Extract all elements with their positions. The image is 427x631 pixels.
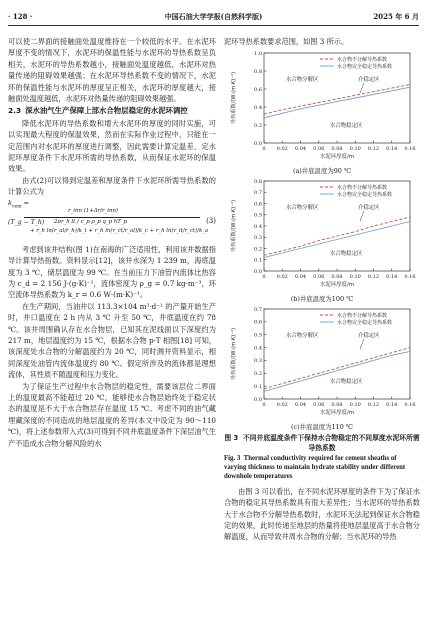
y-axis-label: 导热系数/(W·(m·K)⁻¹) (231, 200, 237, 253)
y-tick-label: 0.6 (254, 201, 262, 208)
x-tick-label: 0.06 (313, 274, 325, 281)
y-tick-label: 0.5 (254, 332, 262, 339)
paragraph: 考虑到该井结构(图 1)在南海的广泛适用性，利用该井数据指导计算导热指数。资料显示[12]，该井水深为 1 239 m，海底温度为 3 ℃，储层温度为 99 ℃。在当前压力下油管内流体比热容为 c_d = 2 156 J·(g·K)⁻¹，流体密度为 ρ_g = 0.7 kg·m⁻³，环空流体导热系数为 k_r = 0.6 W·(m·K)⁻¹。 (8, 244, 216, 300)
series-line-stable (264, 88, 410, 119)
x-axis-label: 水泥环厚度/m (319, 154, 355, 161)
region-label-stable: 水合物稳定区 (330, 123, 363, 130)
x-tick-label: 0 (262, 274, 266, 281)
equation-denominator-lhs: (T_g − T_h) (8, 218, 45, 226)
x-tick-label: 0.12 (367, 402, 380, 409)
paragraph: 降低水泥环的导热系数和增大水泥环的厚度的同时实施，可以实现最大程度的保温效果，然而在实际作业过程中，只能在一定范围内对水泥环的厚度进行调整，因此需要计算定温差、定水泥环厚度条件下水泥环所需的导热系数，从而保证水泥环的保温效果。 (8, 118, 216, 174)
x-tick-label: 0.04 (294, 274, 307, 281)
y-tick-label: 0.7 (254, 190, 262, 197)
x-tick-label: 0.06 (313, 402, 325, 409)
x-tick-label: 0.14 (386, 274, 398, 281)
y-tick-label: 1.0 (254, 51, 262, 58)
y-tick-label: 0.2 (254, 371, 262, 378)
x-tick-label: 0.16 (404, 274, 416, 281)
legend-label: 水合物不分解导热系数 (337, 313, 388, 320)
x-tick-label: 0 (262, 402, 266, 409)
series-line-stable (264, 352, 410, 392)
x-tick-label: 0.10 (349, 274, 361, 281)
y-tick-label: 0.2 (254, 246, 262, 253)
y-tick-label: 0.3 (254, 235, 262, 242)
paragraph: 在生产期间，当油井以 113.3×104 m³·d⁻¹ 的产量开始生产时，井口温度在 2 h 内从 3 ℃ 升至 50 ℃，井底温度在约 78 ℃。该井周围确认存在水合物层，已知其在泥线面以下深度约为 217 m，地层温度约为 15 ℃，根据水合物 p-T 相图[18] 可知，该深度处水合物的分解温度约为 20 ℃，同时测井资料显示，相同深度处油管内流体温度约 80 ℃。假定所涉及的流体都是理想流体，其性质不随温度和压力变化。 (8, 301, 216, 380)
fraction-bar (24, 217, 200, 218)
x-tick-label: 0.02 (276, 146, 288, 153)
x-tick-label: 0.04 (294, 146, 307, 153)
chart-c-plot (224, 303, 420, 423)
y-axis-label: 导热系数/(W·(m·K)⁻¹) (231, 72, 237, 125)
paragraph: 由图 3 可以看出，在不同水泥环厚度的条件下为了保证水合物的稳定其导热系数具有很大差异性；当水泥环的导热系数大于水合物不分解导热系数时，水泥环无法起到保证水合物稳定的效果，此时传递至地层的热量将使地层温度高于水合物分解温度，从而导致井周水合物的分解；当水泥环的导热 (224, 486, 420, 542)
x-axis-label: 水泥环厚度/m (319, 410, 355, 417)
journal-title: 中国石油大学学报(自然科学版) (164, 12, 263, 21)
chart-a-plot (224, 47, 420, 167)
chart-b-plot (224, 175, 420, 295)
y-tick-label: 0.7 (254, 307, 262, 314)
y-tick-label: 0.2 (254, 123, 262, 130)
series-line-unstable (264, 217, 410, 258)
figure-label-en: Fig. 3 (224, 454, 241, 462)
x-tick-label: 0.04 (294, 402, 307, 409)
section-title: 深水油气生产保障上部水合物层稳定的水泥环调控 (25, 106, 188, 116)
equation-3 (8, 200, 216, 242)
y-tick-label: 0.0 (254, 141, 262, 148)
y-tick-label: 0.5 (254, 212, 262, 219)
paragraph: 为了保证生产过程中水合物层的稳定性，需要该层位二界面上的温度最高不能超过 20 ℃，能够使水合物层始终处于稳定状态的温度是不大于水合物层存在温度 15 ℃。考虑不同的油气藏埋藏深度的不同造成的地层温度的差异(本文中设定为 90～110 ℃)，将上述参数带入式(3)可得到不同井底温度条件下深层油气生产不造成水合物分解风险的水 (8, 381, 216, 448)
equation-number: (3) (206, 216, 216, 225)
series-line-unstable (264, 85, 410, 115)
y-tick-label: 0.8 (254, 179, 262, 186)
x-tick-label: 0.08 (331, 274, 343, 281)
header-rule (8, 25, 419, 26)
x-tick-label: 0.10 (349, 402, 361, 409)
chart-c (224, 303, 420, 431)
figure-caption-en (224, 454, 420, 482)
region-label-decomposition: 水合物分解区 (286, 333, 319, 340)
legend-label: 水合物完全稳定导热系数 (337, 320, 393, 327)
figure-title: 不同井底温度条件下保持水合物稳定的不同厚度水泥环所需导热系数 (242, 434, 420, 452)
x-tick-label: 0.02 (276, 402, 288, 409)
legend-label: 水合物不分解导热系数 (337, 57, 388, 64)
x-tick-label: 0.08 (331, 402, 343, 409)
annotation-arrow (360, 83, 364, 93)
figure-title-en: Thermal conductivity required for cement sheaths of varying thickness to maintain hydrate stability under different downhole temperatures (224, 454, 406, 481)
region-label-stable: 水合物稳定区 (330, 379, 363, 386)
page-number: · 128 · (8, 12, 33, 21)
x-tick-label: 0.06 (313, 146, 325, 153)
y-tick-label: 0.6 (254, 320, 262, 327)
y-axis-label: 导热系数/(W·(m·K)⁻¹) (231, 328, 237, 381)
right-column (224, 36, 420, 543)
paragraph: 由式(2)可以得到定温差和厚度条件下水泥环所需导热系数的计算公式为 (8, 175, 216, 197)
x-tick-label: 0.12 (367, 274, 380, 281)
y-tick-label: 0.0 (254, 397, 262, 404)
section-heading (8, 105, 216, 116)
equation-lhs: $k_{cem}$ = (8, 198, 30, 209)
equation-denominator-a: 2πr_h lt / c_p ρ_p q_p hT_p (54, 218, 127, 225)
equation-denominator-b: + r_h ln(r_al/r_h)/k_t + r_h ln(r_ct/r_al)/k_c + r_h ln(r_it/r_ct)/k_a (30, 227, 209, 234)
x-tick-label: 0.02 (276, 274, 288, 281)
y-tick-label: 0.8 (254, 69, 262, 76)
region-label-metastable: 介稳定区 (358, 205, 380, 212)
region-label-stable: 水合物稳定区 (330, 251, 363, 258)
figure-label: 图 3 (224, 434, 239, 443)
x-tick-label: 0.14 (386, 146, 398, 153)
legend-label: 水合物完全稳定导热系数 (337, 64, 393, 71)
legend-label: 水合物完全稳定导热系数 (337, 192, 393, 199)
x-tick-label: 0.08 (331, 146, 343, 153)
region-label-decomposition: 水合物分解区 (286, 205, 319, 212)
x-tick-label: 0.10 (349, 146, 361, 153)
equation-numerator: r_inn (1+Δr/r_inn) (68, 207, 119, 214)
legend-label: 水合物不分解导热系数 (337, 185, 388, 192)
x-tick-label: 0.12 (367, 146, 380, 153)
x-tick-label: 0 (262, 146, 266, 153)
page-header (8, 10, 419, 24)
section-number: 2.3 (8, 106, 22, 116)
region-label-metastable: 介稳定区 (358, 77, 380, 84)
y-tick-label: 0.6 (254, 87, 262, 94)
x-tick-label: 0.14 (386, 402, 398, 409)
y-tick-label: 0.4 (254, 345, 262, 352)
issue-date: 2025 年 6 月 (373, 12, 419, 21)
figure-caption (224, 434, 420, 453)
paragraph: 泥环导热系数要求范围，如图 3 所示。 (224, 37, 349, 46)
region-label-metastable: 介稳定区 (358, 333, 380, 340)
chart-b-caption: (b)井底温度为100 ℃ (290, 295, 354, 304)
y-tick-label: 0.1 (254, 257, 262, 264)
annotation-arrow (360, 211, 364, 221)
x-tick-label: 0.16 (404, 402, 416, 409)
y-tick-label: 0.1 (254, 384, 262, 391)
y-tick-label: 0.0 (254, 269, 262, 276)
y-tick-label: 0.4 (254, 224, 262, 231)
paragraph: 可以使二界面的接触面处温度维持在一个较低的水平。在水泥环厚度不变的情况下，水泥环的保温性能与水泥环的导热系数呈负相关，水泥环的导热系数越小，接触面处温度越低，水泥环对热量传递的阻碍效果越强；在水泥环导热系数不变的情况下，水泥环的保温性能与水泥环的厚度呈正相关，水泥环的厚度越大，接触面处温度越低，水泥环对热量传递的阻碍效果越强。 (8, 37, 216, 104)
y-tick-label: 0.4 (254, 105, 262, 112)
x-tick-label: 0.16 (404, 146, 416, 153)
x-axis-label: 水泥环厚度/m (319, 282, 355, 289)
chart-a-caption: (a)井底温度为90 ℃ (292, 167, 352, 176)
chart-a (224, 47, 420, 175)
y-tick-label: 0.3 (254, 358, 262, 365)
annotation-arrow (360, 339, 364, 349)
chart-b (224, 175, 420, 303)
region-label-decomposition: 水合物分解区 (286, 77, 319, 84)
chart-c-caption: (c)井底温度为110 ℃ (291, 423, 353, 432)
left-column (8, 36, 216, 449)
